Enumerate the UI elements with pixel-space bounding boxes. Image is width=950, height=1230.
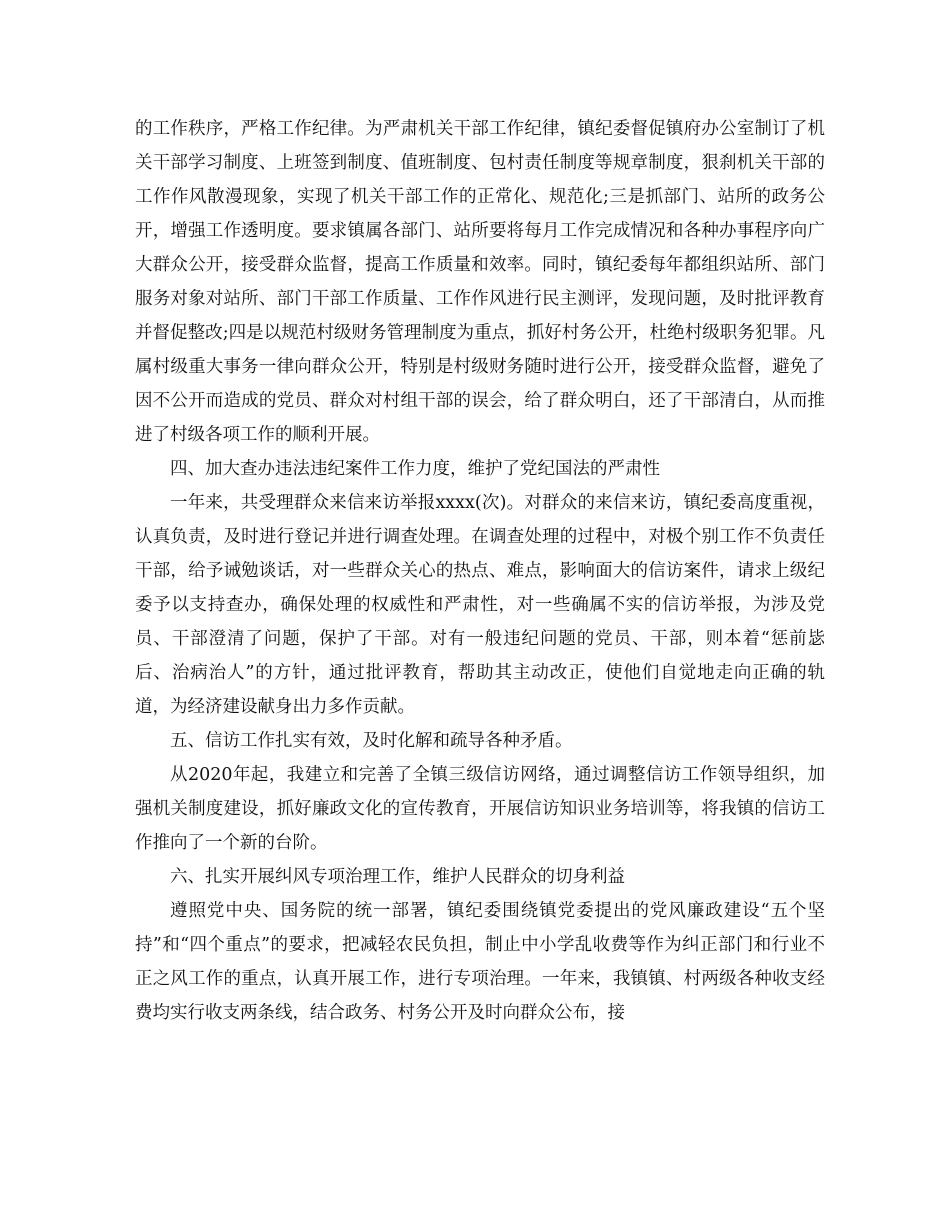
section-heading-6: 六、扎实开展纠风专项治理工作，维护人民群众的切身利益	[170, 867, 625, 887]
paragraph-continuation: 的工作秩序，严格工作纪律。为严肃机关干部工作纪律，镇纪委督促镇府办公室制订了机关干部学习制度、上班签到制度、值班制度、包村责任制度等规章制度，狠刹机关干部的工作作风散漫现象，实现了机关干部工作的正常化、规范化;三是抓部门、站所的政务公开，增强工作透明度。要求镇属各部门、站所要将每月工作完成情况和各种办事程序向广大群众公开，接受群众监督，提高工作质量和效率。同时，镇纪委每年都组织站所、部门服务对象对站所、部门干部工作质量、工作作风进行民主测评，发现问题，及时批评教育并督促整改;四是以规范村级财务管理制度为重点，抓好村务公开，杜绝村级职务犯罪。凡属村级重大事务一律向群众公开，特别是村级财务随时进行公开，接受群众监督，避免了因不公开而造成的党员、群众对村组干部的误会，给了群众明白，还了干部清白，从而推进了村级各项工作的顺利开展。	[135, 119, 825, 445]
document-body	[135, 112, 825, 1030]
paragraph-section-4: 一年来，共受理群众来信来访举报xxxx(次)。对群众的来信来访，镇纪委高度重视，认真负责，及时进行登记并进行调查处理。在调查处理的过程中，对极个别工作不负责任干部，给予诫勉谈话，对一些群众关心的热点、难点，影响面大的信访案件，请求上级纪委予以支持查办，确保处理的权威性和严肃性，对一些确属不实的信访举报，为涉及党员、干部澄清了问题，保护了干部。对有一般违纪问题的党员、干部，则本着“惩前毖后、治病治人”的方针，通过批评教育，帮助其主动改正，使他们自觉地走向正确的轨道，为经济建设献身出力多作贡献。	[135, 493, 825, 717]
paragraph-section-6: 遵照党中央、国务院的统一部署，镇纪委围绕镇党委提出的党风廉政建设“五个坚持”和“四个重点”的要求，把减轻农民负担，制止中小学乱收费等作为纠正部门和行业不正之风工作的重点，认真开展工作，进行专项治理。一年来，我镇镇、村两级各种收支经费均实行收支两条线，结合政务、村务公开及时向群众公布，接	[135, 901, 825, 1023]
section-heading-4: 四、加大查办违法违纪案件工作力度，维护了党纪国法的严肃性	[170, 459, 660, 479]
section-heading-5: 五、信访工作扎实有效，及时化解和疏导各种矛盾。	[170, 731, 573, 751]
paragraph-section-5: 从2020年起，我建立和完善了全镇三级信访网络，通过调整信访工作领导组织，加强机关制度建设，抓好廉政文化的宣传教育，开展信访知识业务培训等，将我镇的信访工作推向了一个新的台阶。	[135, 765, 825, 853]
